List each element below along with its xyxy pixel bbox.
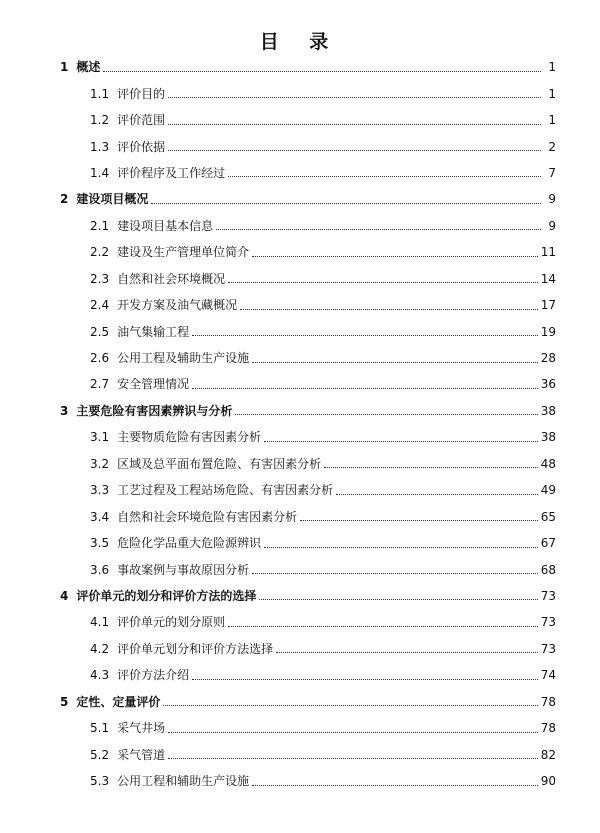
toc-entry-page-number: 90	[540, 774, 556, 789]
toc-entry-number: 5.1	[90, 721, 110, 736]
toc-section-entry[interactable]	[0, 213, 600, 239]
toc-entry-title: 概述	[76, 60, 101, 75]
toc-entry-number: 1.3	[90, 139, 110, 154]
toc-entry-page-number: 7	[548, 165, 556, 180]
toc-section-entry[interactable]	[0, 266, 600, 292]
toc-entry-title: 采气井场	[117, 721, 166, 736]
toc-entry-title: 开发方案及油气藏概况	[117, 298, 238, 313]
dot-leader	[192, 335, 538, 336]
toc-entry-number: 4.3	[90, 668, 110, 683]
dot-leader	[264, 441, 538, 442]
toc-section-entry[interactable]	[0, 160, 600, 186]
toc-entry-number: 2.3	[90, 271, 110, 286]
dot-leader	[192, 679, 538, 680]
toc-entry-title: 评价目的	[117, 86, 166, 101]
toc-section-entry[interactable]	[0, 556, 600, 582]
toc-section-entry[interactable]	[0, 636, 600, 662]
dot-leader	[252, 362, 538, 363]
dot-leader	[192, 388, 538, 389]
toc-entry-number: 1.1	[90, 86, 110, 101]
toc-entry-number: 3.6	[90, 562, 110, 577]
toc-entry-title: 定性、定量评价	[76, 694, 161, 709]
dot-leader	[228, 626, 538, 627]
toc-entry-page-number: 68	[540, 562, 556, 577]
dot-leader	[276, 652, 538, 653]
toc-section-entry[interactable]	[0, 741, 600, 767]
toc-entry-number: 2.5	[90, 324, 110, 339]
dot-leader	[336, 494, 538, 495]
dot-leader	[228, 282, 538, 283]
toc-entry-page-number: 74	[540, 668, 556, 683]
toc-section-entry[interactable]	[0, 503, 600, 529]
toc-entry-page-number: 17	[540, 298, 556, 313]
toc-entry-title: 区域及总平面布置危险、有害因素分析	[117, 456, 322, 471]
dot-leader	[151, 203, 541, 204]
toc-entry-page-number: 36	[540, 377, 556, 392]
toc-entry-page-number: 73	[540, 615, 556, 630]
toc-entry-number: 3.1	[90, 430, 110, 445]
toc-list	[0, 54, 600, 794]
toc-section-entry[interactable]	[0, 239, 600, 265]
toc-chapter-entry[interactable]	[0, 583, 600, 609]
toc-entry-title: 评价方法介绍	[117, 668, 190, 683]
toc-entry-title: 公用工程及辅助生产设施	[117, 351, 250, 366]
toc-section-entry[interactable]	[0, 609, 600, 635]
toc-section-entry[interactable]	[0, 715, 600, 741]
toc-section-entry[interactable]	[0, 345, 600, 371]
toc-section-entry[interactable]	[0, 424, 600, 450]
toc-section-entry[interactable]	[0, 318, 600, 344]
toc-entry-title: 评价单元划分和评价方法选择	[117, 641, 274, 656]
toc-entry-title: 评价程序及工作经过	[117, 165, 226, 180]
toc-section-entry[interactable]	[0, 451, 600, 477]
toc-section-entry[interactable]	[0, 768, 600, 794]
toc-entry-title: 自然和社会环境危险有害因素分析	[117, 509, 298, 524]
dot-leader	[324, 467, 538, 468]
toc-entry-number: 3.5	[90, 536, 110, 551]
dot-leader	[168, 124, 541, 125]
toc-entry-page-number: 65	[540, 509, 556, 524]
toc-entry-number: 3.2	[90, 456, 110, 471]
toc-entry-title: 自然和社会环境概况	[117, 271, 226, 286]
toc-title: 目 录	[259, 31, 341, 53]
toc-chapter-entry[interactable]	[0, 398, 600, 424]
dot-leader	[259, 599, 537, 600]
toc-entry-page-number: 9	[548, 192, 556, 207]
dot-leader	[264, 547, 538, 548]
toc-section-entry[interactable]	[0, 530, 600, 556]
toc-entry-number: 2.1	[90, 218, 110, 233]
toc-section-entry[interactable]	[0, 292, 600, 318]
toc-entry-number: 1.4	[90, 165, 110, 180]
dot-leader	[168, 732, 538, 733]
toc-entry-page-number: 48	[540, 456, 556, 471]
toc-entry-page-number: 11	[540, 245, 556, 260]
toc-entry-title: 主要物质危险有害因素分析	[117, 430, 262, 445]
dot-leader	[103, 71, 541, 72]
toc-entry-title: 评价范围	[117, 113, 166, 128]
toc-section-entry[interactable]	[0, 371, 600, 397]
toc-entry-title: 评价单元的划分原则	[117, 615, 226, 630]
toc-entry-page-number: 78	[540, 694, 556, 709]
dot-leader	[240, 309, 538, 310]
toc-entry-title: 评价单元的划分和评价方法的选择	[76, 588, 257, 603]
toc-entry-page-number: 1	[548, 86, 556, 101]
toc-entry-number: 3	[60, 403, 69, 418]
toc-entry-page-number: 19	[540, 324, 556, 339]
toc-entry-page-number: 38	[540, 430, 556, 445]
toc-entry-title: 评价依据	[117, 139, 166, 154]
toc-entry-page-number: 9	[548, 218, 556, 233]
toc-entry-number: 2.6	[90, 351, 110, 366]
toc-entry-page-number: 28	[540, 351, 556, 366]
toc-entry-page-number: 73	[540, 641, 556, 656]
toc-entry-title: 危险化学品重大危险源辨识	[117, 536, 262, 551]
dot-leader	[252, 785, 538, 786]
toc-chapter-entry[interactable]	[0, 186, 600, 212]
toc-section-entry[interactable]	[0, 107, 600, 133]
toc-entry-number: 4	[60, 588, 69, 603]
toc-entry-number: 2	[60, 192, 69, 207]
toc-entry-title: 建设项目基本信息	[117, 218, 214, 233]
toc-entry-number: 2.4	[90, 298, 110, 313]
toc-entry-number: 5.2	[90, 747, 110, 762]
toc-entry-number: 3.4	[90, 509, 110, 524]
toc-entry-page-number: 67	[540, 536, 556, 551]
dot-leader	[163, 705, 537, 706]
toc-entry-number: 5	[60, 694, 69, 709]
dot-leader	[235, 414, 537, 415]
toc-entry-title: 采气管道	[117, 747, 166, 762]
toc-entry-title: 公用工程和辅助生产设施	[117, 774, 250, 789]
toc-entry-number: 1.2	[90, 113, 110, 128]
toc-entry-number: 2.2	[90, 245, 110, 260]
toc-entry-number: 4.1	[90, 615, 110, 630]
toc-entry-number: 4.2	[90, 641, 110, 656]
toc-entry-number: 1	[60, 60, 69, 75]
toc-entry-title: 主要危险有害因素辨识与分析	[76, 403, 233, 418]
toc-entry-page-number: 1	[548, 113, 556, 128]
dot-leader	[168, 150, 541, 151]
dot-leader	[300, 520, 538, 521]
toc-entry-page-number: 78	[540, 721, 556, 736]
toc-section-entry[interactable]	[0, 133, 600, 159]
toc-entry-title: 安全管理情况	[117, 377, 190, 392]
toc-entry-number: 5.3	[90, 774, 110, 789]
toc-entry-title: 油气集输工程	[117, 324, 190, 339]
toc-entry-page-number: 1	[548, 60, 556, 75]
toc-section-entry[interactable]	[0, 80, 600, 106]
dot-leader	[252, 573, 538, 574]
toc-entry-title: 工艺过程及工程站场危险、有害因素分析	[117, 483, 334, 498]
dot-leader	[216, 229, 541, 230]
toc-entry-page-number: 2	[548, 139, 556, 154]
toc-entry-number: 2.7	[90, 377, 110, 392]
toc-section-entry[interactable]	[0, 662, 600, 688]
toc-section-entry[interactable]	[0, 477, 600, 503]
dot-leader	[168, 97, 541, 98]
toc-entry-page-number: 49	[540, 483, 556, 498]
toc-entry-page-number: 14	[540, 271, 556, 286]
toc-entry-page-number: 73	[540, 588, 556, 603]
toc-entry-title: 建设项目概况	[76, 192, 149, 207]
toc-entry-number: 3.3	[90, 483, 110, 498]
dot-leader	[228, 176, 541, 177]
toc-entry-title: 建设及生产管理单位简介	[117, 245, 250, 260]
dot-leader	[168, 758, 538, 759]
dot-leader	[252, 256, 538, 257]
toc-chapter-entry[interactable]	[0, 54, 600, 80]
toc-chapter-entry[interactable]	[0, 689, 600, 715]
toc-entry-page-number: 82	[540, 747, 556, 762]
toc-entry-page-number: 38	[540, 403, 556, 418]
toc-entry-title: 事故案例与事故原因分析	[117, 562, 250, 577]
